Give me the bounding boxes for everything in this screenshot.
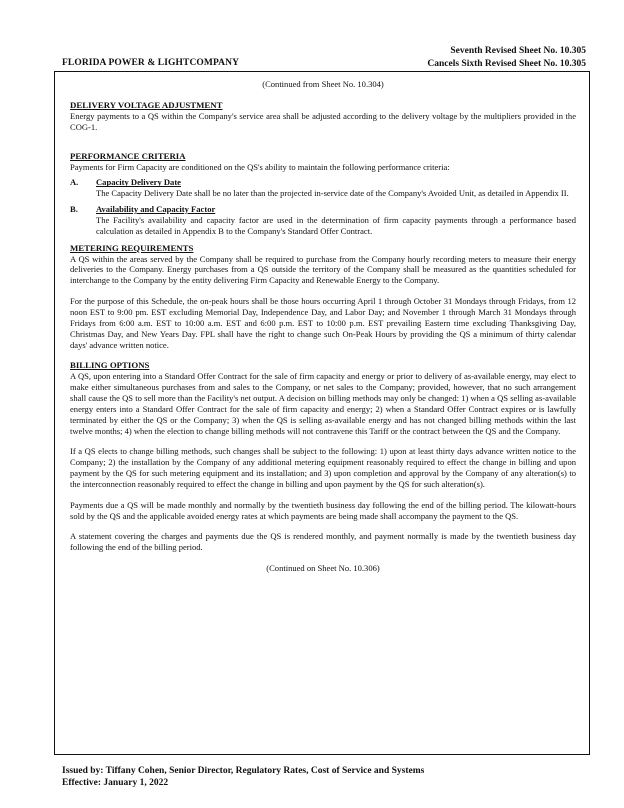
criteria-item-a: [70, 177, 576, 199]
item-text: The Capacity Delivery Date shall be no later than the projected in-service date of the Company's Avoided Unit, as detailed in Appendix II.: [96, 188, 569, 199]
item-marker: B.: [70, 204, 78, 215]
section-paragraph: For the purpose of this Schedule, the on-peak hours shall be those hours occurring April 1 through October 31 Mondays through Fridays, from 12 noon EST to 9:00 pm. EST excluding Memorial Day, Independence Day, and Labor Day; and November 1 through March 31 Mondays through Fridays from 6:00 a.m. EST to 10:00 a.m. EST and 6:00 p.m. EST to 10:00 p.m. EST prevailing Eastern time excluding Thanksgiving Day, Christmas Day, and New Years Day. FPL shall have the right to change such On-Peak Hours by providing the QS a minimum of thirty calendar days' advance written notice.: [70, 296, 576, 350]
item-text: The Facility's availability and capacity factor are used in the determination of firm capacity payments through a performance based calculation as detailed in Appendix B to the Company's Standard Offer Contract.: [96, 214, 576, 236]
section-delivery-voltage: [70, 100, 576, 133]
issuance-footer: [62, 766, 424, 789]
issued-by: Issued by: Tiffany Cohen, Senior Director, Regulatory Rates, Cost of Service and Systems: [62, 766, 425, 776]
section-heading: PERFORMANCE CRITERIA: [70, 150, 186, 161]
section-paragraph: A QS within the areas served by the Company shall be required to purchase from the Company hourly recording meters to measure their energy deliveries to the Company. Energy purchases from a QS outside the territory of the Company shall be measured as the quantities scheduled for interchange to the Company by the entity delivering Firm Capacity and Renewable Energy to the Company.: [70, 253, 576, 286]
section-heading: DELIVERY VOLTAGE ADJUSTMENT: [70, 99, 223, 110]
effective-date: Effective: January 1, 2022: [62, 777, 169, 788]
section-heading: METERING REQUIREMENTS: [70, 242, 194, 253]
section-metering-requirements: [70, 243, 576, 351]
criteria-item-b: [70, 204, 576, 237]
section-paragraph: Payments for Firm Capacity are conditioned on the QS's ability to maintain the following performance criteria:: [70, 161, 450, 172]
sheet-number: Seventh Revised Sheet No. 10.305: [450, 46, 586, 56]
cancels-sheet-number: Cancels Sixth Revised Sheet No. 10.305: [427, 58, 586, 69]
section-paragraph: A QS, upon entering into a Standard Offer Contract for the sale of firm capacity and energy or prior to delivery of as-available energy, may elect to make either simultaneous purchases from and sales to the Company, or net sales to the Company; provided, however, that no such arrangement shall cause the QS to sell more than the Facility's net output. A decision on billing methods may only be changed: 1) when a QS selling as-available energy enters into a Standard Offer Contract for the sale of firm capacity and energy; 2) when a Standard Offer Contract expires or is lawfully terminated by either the QS or the Company; 3) when the QS is selling as-available energy and has not changed billing methods within the last twelve months; 4) when the election to change billing methods will not contravene this Tariff or the contract between the QS and the Company.: [70, 371, 576, 436]
section-billing-options: [70, 360, 576, 553]
sheet-reference: [427, 45, 586, 70]
item-marker: A.: [70, 177, 79, 188]
section-performance-criteria: [70, 151, 576, 237]
continued-on-note: (Continued on Sheet No. 10.306): [266, 563, 380, 574]
section-paragraph: Payments due a QS will be made monthly and normally by the twentieth business day following the end of the billing period. The kilowatt-hours sold by the QS and the applicable avoided energy rates at which payments are being made shall accompany the payment to the QS.: [70, 499, 576, 521]
item-title: Capacity Delivery Date: [96, 177, 181, 188]
continued-from-note: (Continued from Sheet No. 10.304): [262, 79, 384, 89]
item-title: Availability and Capacity Factor: [96, 204, 216, 215]
section-paragraph: If a QS elects to change billing methods, such changes shall be subject to the following: 1) upon at least thirty days advance written notice to the Company; 2) the installation by the Company of any additional metering equipment reasonably required to effect the change in billing and upon payment by the QS for such metering equipment and its installation; and 3) upon completion and approval by the Company of any alteration(s) to the interconnection reasonably required to effect the change in billing and upon payment by the QS for such alteration(s).: [70, 446, 576, 489]
section-paragraph: Energy payments to a QS within the Company's service area shall be adjusted according to the delivery voltage by the multipliers provided in the COG-1.: [70, 110, 576, 132]
section-heading: BILLING OPTIONS: [70, 360, 150, 371]
section-paragraph: A statement covering the charges and payments due the QS is rendered monthly, and payment normally is made by the twentieth business day following the end of the billing period.: [70, 531, 576, 553]
tariff-sheet-content: [70, 79, 576, 574]
company-name: FLORIDA POWER & LIGHTCOMPANY: [62, 58, 240, 68]
